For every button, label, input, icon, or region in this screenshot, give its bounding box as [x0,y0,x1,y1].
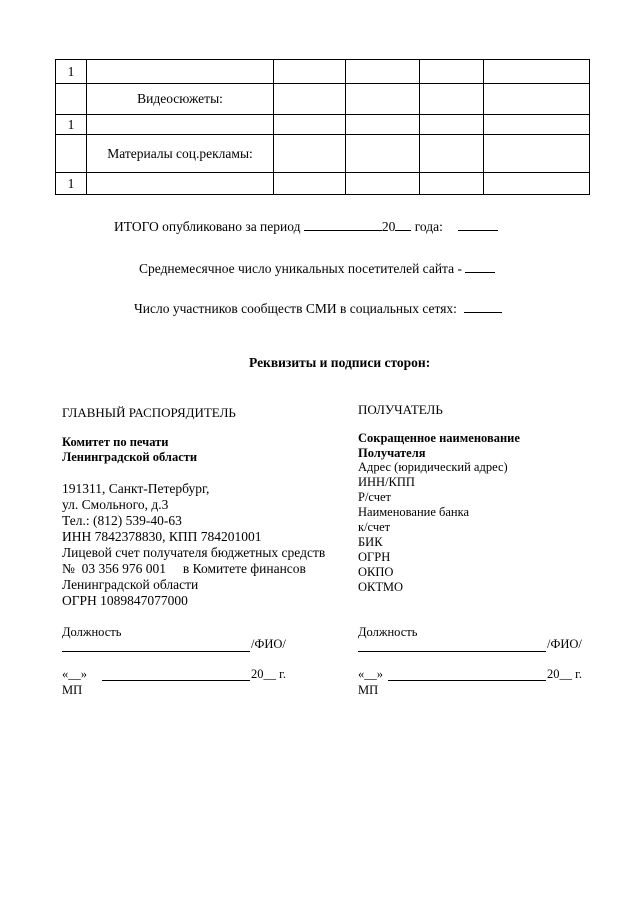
right-oktmo: ОКТМО [358,580,403,594]
left-org-line2: Ленинградской области [62,450,198,464]
right-bank-name: Наименование банка [358,505,470,519]
left-fio-label: /ФИО/ [251,637,286,651]
left-stamp: МП [62,683,83,697]
left-org-line1: Комитет по печати [62,435,169,449]
right-org-line1: Сокращенное наименование [358,431,520,445]
table-cell [274,173,346,195]
table-cell [346,135,420,173]
right-address: Адрес (юридический адрес) [358,460,508,474]
right-date-line [388,680,546,681]
visitors-line [139,260,495,277]
table-cell [420,115,484,135]
table-cell [484,84,590,115]
table-cell [274,135,346,173]
table-row [56,135,590,173]
right-ogrn: ОГРН [358,550,391,564]
right-stamp: МП [358,683,379,697]
members-line [134,300,502,317]
left-inn-kpp: ИНН 7842378830, КПП 784201001 [62,529,262,544]
right-position-label: Должность [358,625,418,639]
total-blank [458,218,498,231]
left-date-quote: «__» [62,667,87,681]
left-region: Ленинградской области [62,577,199,592]
table-cell [484,60,590,84]
right-org-line2: Получателя [358,446,426,460]
table-cell [346,115,420,135]
row-number: 1 [56,60,87,84]
table-cell [346,173,420,195]
right-header: ПОЛУЧАТЕЛЬ [358,402,443,417]
members-blank [464,300,502,313]
requisites-heading: Реквизиты и подписи сторон: [249,355,431,370]
year-blank [395,218,411,231]
publications-table [55,59,590,195]
table-cell [346,60,420,84]
right-fio-label: /ФИО/ [547,637,582,651]
right-bik: БИК [358,535,383,549]
table-cell [484,115,590,135]
total-published-line [114,218,498,235]
table-row [56,115,590,135]
table-cell [87,60,274,84]
left-ogrn: ОГРН 1089847077000 [62,593,188,608]
total-year: 20 [381,219,396,234]
table-cell [56,84,87,115]
table-cell [87,173,274,195]
table-cell [420,135,484,173]
right-okpo: ОКПО [358,565,394,579]
table-cell [420,173,484,195]
left-date-year: 20__ г. [251,667,286,681]
row-number: 1 [56,173,87,195]
left-phone: Тел.: (812) 539-40-63 [62,513,182,528]
table-cell [274,115,346,135]
members-label: Число участников сообществ СМИ в социальных сетях: [134,301,457,316]
table-cell [484,135,590,173]
left-signature-line [62,651,250,652]
table-row [56,60,590,84]
visitors-blank [465,260,495,273]
section-label: Материалы соц.рекламы: [87,135,274,173]
left-address-1: 191311, Санкт-Петербург, [62,481,210,496]
period-blank [304,218,382,231]
total-prefix: ИТОГО опубликовано за период [114,219,301,234]
left-date-line [102,680,250,681]
left-position-label: Должность [62,625,122,639]
table-cell [346,84,420,115]
table-cell [420,60,484,84]
row-number: 1 [56,115,87,135]
right-date-quote: «__» [358,667,383,681]
visitors-label: Среднемесячное число уникальных посетителей сайта - [139,261,462,276]
right-inn-kpp: ИНН/КПП [358,475,415,489]
table-cell [87,115,274,135]
left-account-number: № 03 356 976 001 в Комитете финансов [62,561,306,576]
left-header: ГЛАВНЫЙ РАСПОРЯДИТЕЛЬ [62,405,236,420]
right-corr-account: к/счет [358,520,391,534]
table-cell [56,135,87,173]
right-account: Р/счет [358,490,392,504]
table-row [56,84,590,115]
total-suffix: года: [414,219,443,234]
section-label: Видеосюжеты: [87,84,274,115]
table-cell [274,60,346,84]
left-address-2: ул. Смольного, д.3 [62,497,169,512]
table-row [56,173,590,195]
table-cell [420,84,484,115]
table-cell [484,173,590,195]
table-cell [274,84,346,115]
right-date-year: 20__ г. [547,667,582,681]
right-signature-line [358,651,546,652]
left-account-label: Лицевой счет получателя бюджетных средств [62,545,326,560]
